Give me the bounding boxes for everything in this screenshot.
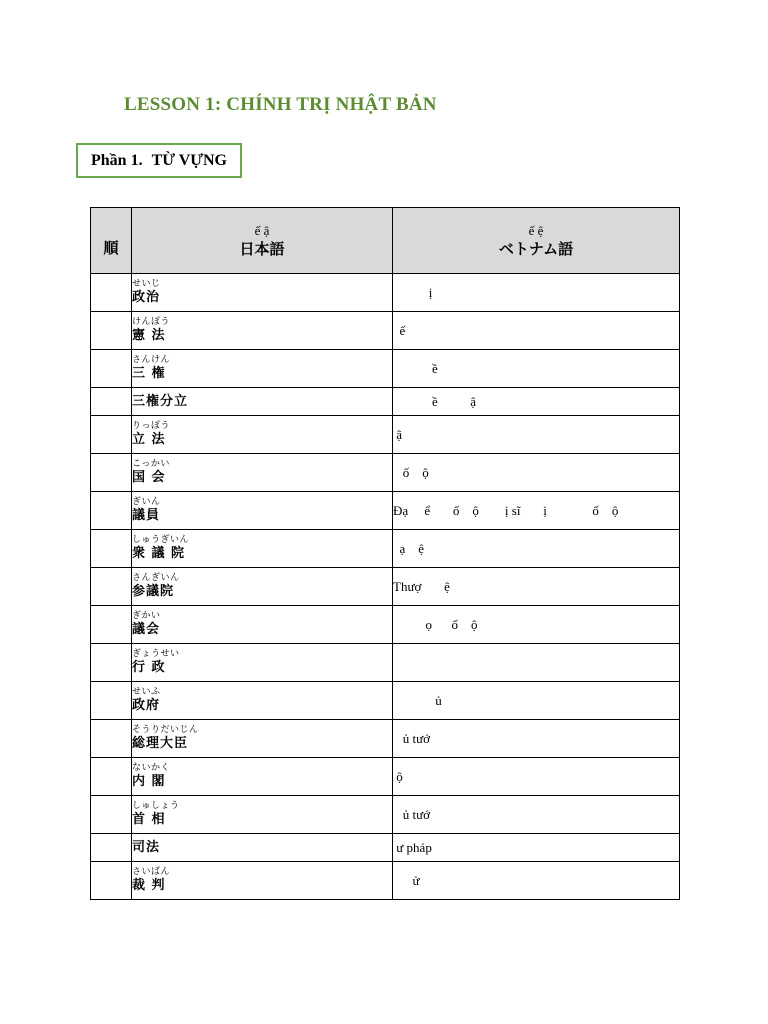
kanji-term: 首 相 <box>132 812 166 827</box>
furigana: ないかく <box>132 763 171 773</box>
kanji-term: 三権分立 <box>132 394 189 409</box>
furigana: せいふ <box>132 687 161 697</box>
japanese-cell <box>132 416 393 454</box>
japanese-cell <box>132 644 393 682</box>
kanji-term: 政治 <box>132 290 161 305</box>
table-row <box>91 568 680 606</box>
vietnamese-cell: ọ ố ộ <box>393 606 680 644</box>
table-row <box>91 862 680 900</box>
kanji-term: 政府 <box>132 698 161 713</box>
section-number: Phần 1. <box>91 151 143 169</box>
table-row <box>91 416 680 454</box>
furigana: さんぎいん <box>132 573 180 583</box>
row-index-cell <box>91 312 132 350</box>
furigana: しゅしょう <box>132 801 180 811</box>
furigana: けんぽう <box>132 317 171 327</box>
table-row <box>91 644 680 682</box>
row-index-cell <box>91 388 132 416</box>
table-row <box>91 350 680 388</box>
vietnamese-cell: ố ộ <box>393 454 680 492</box>
row-index-cell <box>91 720 132 758</box>
kanji-term: 裁 判 <box>132 878 166 893</box>
vietnamese-cell: ủ tướ <box>393 796 680 834</box>
kanji-term: 議員 <box>132 508 161 523</box>
vietnamese-cell: Thượ ệ <box>393 568 680 606</box>
row-index-cell <box>91 644 132 682</box>
header-vietnamese-label: ベトナム語 <box>498 239 574 258</box>
japanese-cell <box>132 682 393 720</box>
furigana: せいじ <box>132 279 161 289</box>
vietnamese-cell: ị <box>393 274 680 312</box>
japanese-cell <box>132 312 393 350</box>
kanji-term: 行 政 <box>132 660 166 675</box>
table-row <box>91 834 680 862</box>
kanji-term: 司法 <box>132 840 161 855</box>
section-title: TỪ VỰNG <box>151 151 227 169</box>
japanese-cell <box>132 834 393 862</box>
furigana: さいばん <box>132 867 171 877</box>
vocabulary-table <box>90 207 680 900</box>
japanese-cell <box>132 274 393 312</box>
vietnamese-cell: ộ <box>393 758 680 796</box>
vietnamese-cell: ậ <box>393 416 680 454</box>
row-index-cell <box>91 274 132 312</box>
row-index-cell <box>91 796 132 834</box>
table-row <box>91 758 680 796</box>
japanese-cell <box>132 492 393 530</box>
vietnamese-cell: ề ậ <box>393 388 680 416</box>
kanji-term: 内 閣 <box>132 774 166 789</box>
furigana: こっかい <box>132 459 170 469</box>
japanese-cell <box>132 350 393 388</box>
table-row <box>91 274 680 312</box>
row-index-cell <box>91 682 132 720</box>
furigana: ぎかい <box>132 611 161 621</box>
japanese-cell <box>132 454 393 492</box>
table-row <box>91 720 680 758</box>
kanji-term: 総理大臣 <box>132 736 189 751</box>
header-japanese-label: 日本語 <box>239 239 285 258</box>
japanese-cell <box>132 388 393 416</box>
furigana: しゅうぎいん <box>132 535 190 545</box>
furigana: ぎょうせい <box>132 649 180 659</box>
japanese-cell <box>132 568 393 606</box>
table-row <box>91 796 680 834</box>
vietnamese-cell <box>393 644 680 682</box>
vietnamese-cell: ử <box>393 862 680 900</box>
header-index: 順 <box>91 208 132 274</box>
furigana: ぎいん <box>132 497 161 507</box>
kanji-term: 議会 <box>132 622 161 637</box>
row-index-cell <box>91 862 132 900</box>
row-index-cell <box>91 530 132 568</box>
table-row <box>91 454 680 492</box>
kanji-term: 参議院 <box>132 584 175 599</box>
lesson-title: LESSON 1: CHÍNH TRỊ NHẬT BẢN <box>124 94 437 115</box>
header-japanese <box>132 208 393 274</box>
header-japanese-top: ế ậ <box>254 222 270 238</box>
row-index-cell <box>91 416 132 454</box>
table-row <box>91 492 680 530</box>
row-index-cell <box>91 492 132 530</box>
section-heading-box <box>76 143 242 178</box>
vocabulary-table-body <box>91 274 680 900</box>
vietnamese-cell: Đạ ể ố ộ ị sĩ ị ố ộ <box>393 492 680 530</box>
kanji-term: 国 会 <box>132 470 166 485</box>
header-vietnamese-top: ế ệ <box>528 222 544 238</box>
japanese-cell <box>132 862 393 900</box>
table-row <box>91 682 680 720</box>
japanese-cell <box>132 606 393 644</box>
table-header-row <box>91 208 680 274</box>
furigana: りっぽう <box>132 421 171 431</box>
table-row <box>91 312 680 350</box>
row-index-cell <box>91 568 132 606</box>
row-index-cell <box>91 758 132 796</box>
japanese-cell <box>132 758 393 796</box>
vietnamese-cell: ạ ệ <box>393 530 680 568</box>
row-index-cell <box>91 606 132 644</box>
vietnamese-cell: ề <box>393 350 680 388</box>
furigana: さんけん <box>132 355 171 365</box>
kanji-term: 立 法 <box>132 432 166 447</box>
vietnamese-cell: ủ tướ <box>393 720 680 758</box>
vietnamese-cell: ư pháp <box>393 834 680 862</box>
table-row <box>91 388 680 416</box>
japanese-cell <box>132 796 393 834</box>
vietnamese-cell: ủ <box>393 682 680 720</box>
kanji-term: 憲 法 <box>132 328 166 343</box>
furigana: そうりだいじん <box>132 725 199 735</box>
japanese-cell <box>132 530 393 568</box>
table-row <box>91 530 680 568</box>
vietnamese-cell: ế <box>393 312 680 350</box>
row-index-cell <box>91 350 132 388</box>
header-vietnamese <box>393 208 680 274</box>
table-row <box>91 606 680 644</box>
row-index-cell <box>91 834 132 862</box>
kanji-term: 三 権 <box>132 366 166 381</box>
row-index-cell <box>91 454 132 492</box>
kanji-term: 衆 議 院 <box>132 546 186 561</box>
japanese-cell <box>132 720 393 758</box>
